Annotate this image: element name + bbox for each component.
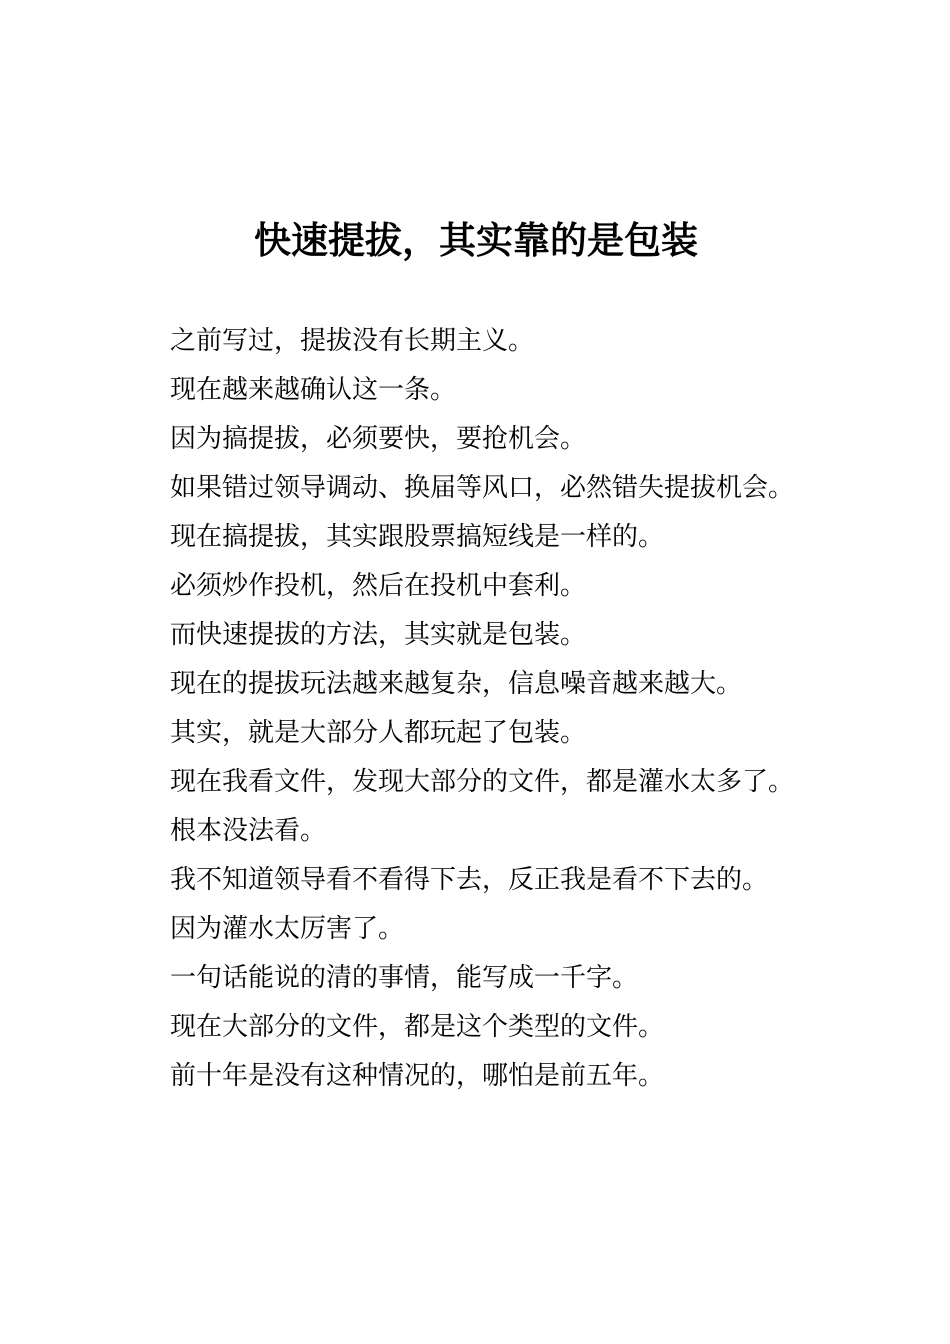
paragraph: 必须炒作投机，然后在投机中套利。 <box>170 570 587 600</box>
paragraph: 因为搞提拔，必须要快，要抢机会。 <box>170 423 587 453</box>
paragraph: 现在搞提拔，其实跟股票搞短线是一样的。 <box>170 521 665 551</box>
document-body <box>170 325 795 1090</box>
paragraph: 因为灌水太厉害了。 <box>170 913 405 943</box>
paragraph: 之前写过，提拔没有长期主义。 <box>170 325 535 355</box>
paragraph: 现在越来越确认这一条。 <box>170 374 457 404</box>
paragraph: 前十年是没有这种情况的，哪怕是前五年。 <box>170 1060 665 1090</box>
paragraph: 而快速提拔的方法，其实就是包装。 <box>170 619 587 649</box>
paragraph: 现在大部分的文件，都是这个类型的文件。 <box>170 1011 665 1041</box>
paragraph: 根本没法看。 <box>170 815 327 845</box>
paragraph: 其实，就是大部分人都玩起了包装。 <box>170 717 587 747</box>
paragraph: 现在的提拔玩法越来越复杂，信息噪音越来越大。 <box>170 668 743 698</box>
page-title: 快速提拔，其实靠的是包装 <box>254 220 698 261</box>
paragraph: 我不知道领导看不看得下去，反正我是看不下去的。 <box>170 864 769 894</box>
paragraph: 如果错过领导调动、换届等风口，必然错失提拔机会。 <box>170 472 795 502</box>
paragraph: 一句话能说的清的事情，能写成一千字。 <box>170 962 639 992</box>
paragraph: 现在我看文件，发现大部分的文件，都是灌水太多了。 <box>170 766 795 796</box>
